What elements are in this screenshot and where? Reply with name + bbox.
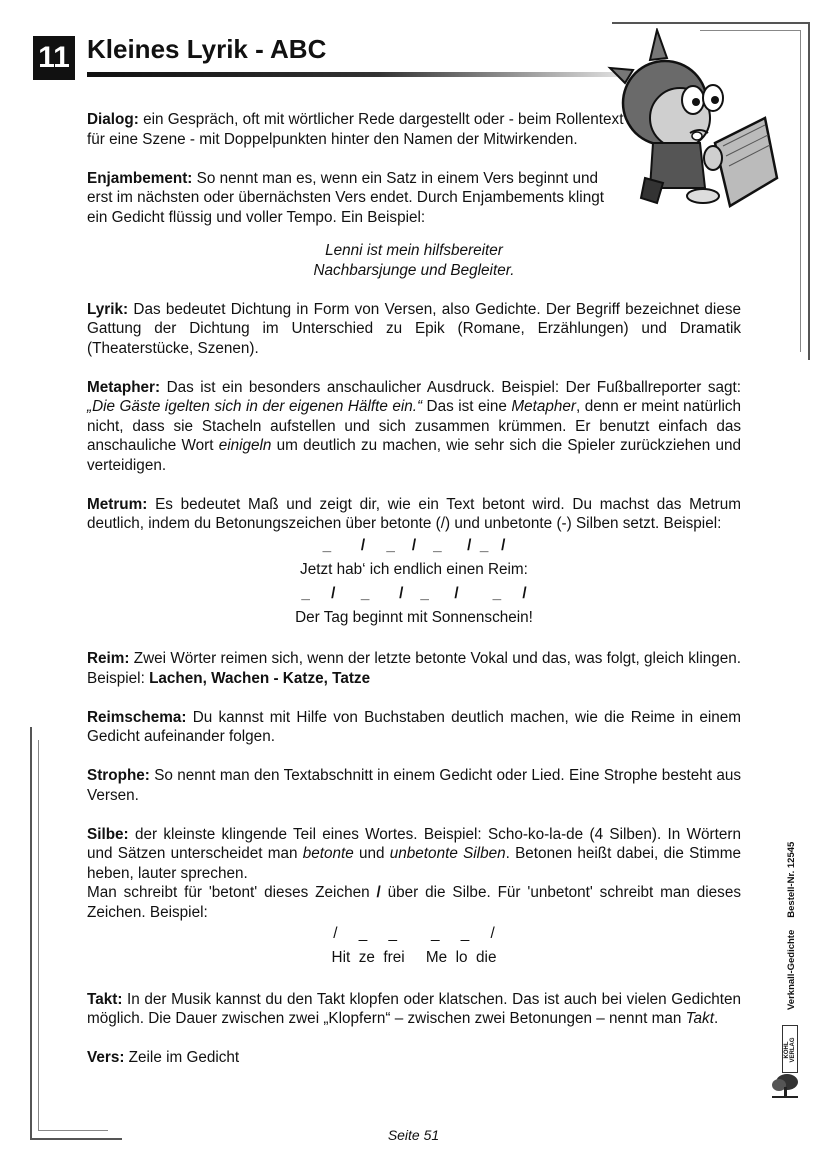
tree-icon [770, 1073, 800, 1099]
metrum-verse-2: Der Tag beginnt mit Sonnenschein! [295, 608, 533, 626]
silbe-example-words: Hit ze frei Me lo die [331, 949, 497, 966]
entry-reim: Reim: Zwei Wörter reimen sich, wenn der letzte betonte Vokal und das, was folgt, gleich klingen. Beispiel: Lachen, Wachen - Katze, Tatze [87, 650, 741, 687]
entry-dialog: Dialog: ein Gespräch, oft mit wörtlicher Rede dargestellt oder - beim Rollentext für eine Szene - mit Doppelpunkten hinter den Namen der Mitwirkenden. [87, 111, 624, 148]
glossary [87, 110, 741, 1087]
page-title: Kleines Lyrik - ABC [87, 34, 327, 64]
title-rule [87, 72, 617, 77]
silbe-example [87, 922, 741, 970]
chapter-number: 11 [33, 36, 75, 80]
entry-strophe: Strophe: So nennt man den Textabschnitt in einem Gedicht oder Lied. Eine Strophe besteht aus Versen. [87, 767, 741, 804]
enjambement-example-poem: Lenni ist mein hilfsbereiter Nachbarsjunge und Begleiter. [313, 242, 515, 279]
stress-marks-line-2: _ / _ / _ / _ / [301, 584, 527, 602]
entry-takt: Takt: In der Musik kannst du den Takt klopfen oder klatschen. Das ist auch bei vielen Gedichten möglich. Die Dauer zwischen zwei „Klopfern“ – zwischen zwei Betonungen – nennt man Takt. [87, 990, 741, 1027]
silbe-stress-marks: / _ _ _ _ / [333, 925, 495, 942]
entry-reimschema: Reimschema: Du kannst mit Hilfe von Buchstaben deutlich machen, wie die Reime in einem Gedicht aufeinander folgen. [87, 708, 741, 745]
entry-silbe: Silbe: der kleinste klingende Teil eines Wortes. Beispiel: Scho-ko-la-de (4 Silben). In Wörtern und Sätzen unterscheidet man betonte und unbetonte Silben. Betonen heißt dabei, die Stimme heben, lauter sprechen. Man schreibt für 'betont' dieses Zeichen / über die Silbe. Für 'unbetont' schreibt man dieses Zeichen. Beispiel: [87, 825, 742, 921]
order-number: Bestell-Nr. 12545 [786, 841, 797, 918]
entry-vers: Vers: Zeile im Gedicht [87, 1049, 240, 1066]
metrum-example [87, 534, 741, 630]
page-number: Seite 51 [387, 1127, 440, 1143]
side-imprint [786, 830, 797, 1010]
publisher-logo: KOHL VERLAG [782, 1025, 798, 1073]
entry-lyrik: Lyrik: Das bedeutet Dichtung in Form von Versen, also Gedichte. Der Begriff bezeichnet diese Gattung der Dichtung im Unterschied zu Epik (Romane, Erzählungen) und Dramatik (Theaterstücke, Szenen). [87, 300, 741, 357]
entry-enjambement: Enjambement: So nennt man es, wenn ein Satz in einem Vers beginnt und erst im nächsten oder übernächsten Vers endet. Durch Enjambements klingt ein Gedicht flüssig und voller Tempo. Ein Beispiel: [87, 169, 604, 226]
book-title: Verknall-Gedichte [786, 929, 797, 1010]
entry-metrum: Metrum: Es bedeutet Maß und zeigt dir, wie ein Text betont wird. Du machst das Metrum deutlich, indem du Betonungszeichen über betonte (/) und unbetonte (-) Silben setzt. Beispiel: [87, 495, 741, 532]
stress-marks-line-1: _ / _ / _ / _ / [322, 536, 506, 554]
entry-metapher: Metapher: Das ist ein besonders anschaulicher Ausdruck. Beispiel: Der Fußballreporter sagt: „Die Gäste igelten sich in der eigenen Hälfte ein.“ Das ist eine Metapher, denn er meint natürlich nicht, dass sie Stacheln aufstellen und sich zusammen krümmen. Er benutzt einfach das anschauliche Wort einigeln um deutlich zu machen, wie sehr sich die Spieler zurückziehen und verteidigen. [87, 378, 742, 474]
metrum-verse-1: Jetzt hab‘ ich endlich einen Reim: [300, 560, 528, 578]
